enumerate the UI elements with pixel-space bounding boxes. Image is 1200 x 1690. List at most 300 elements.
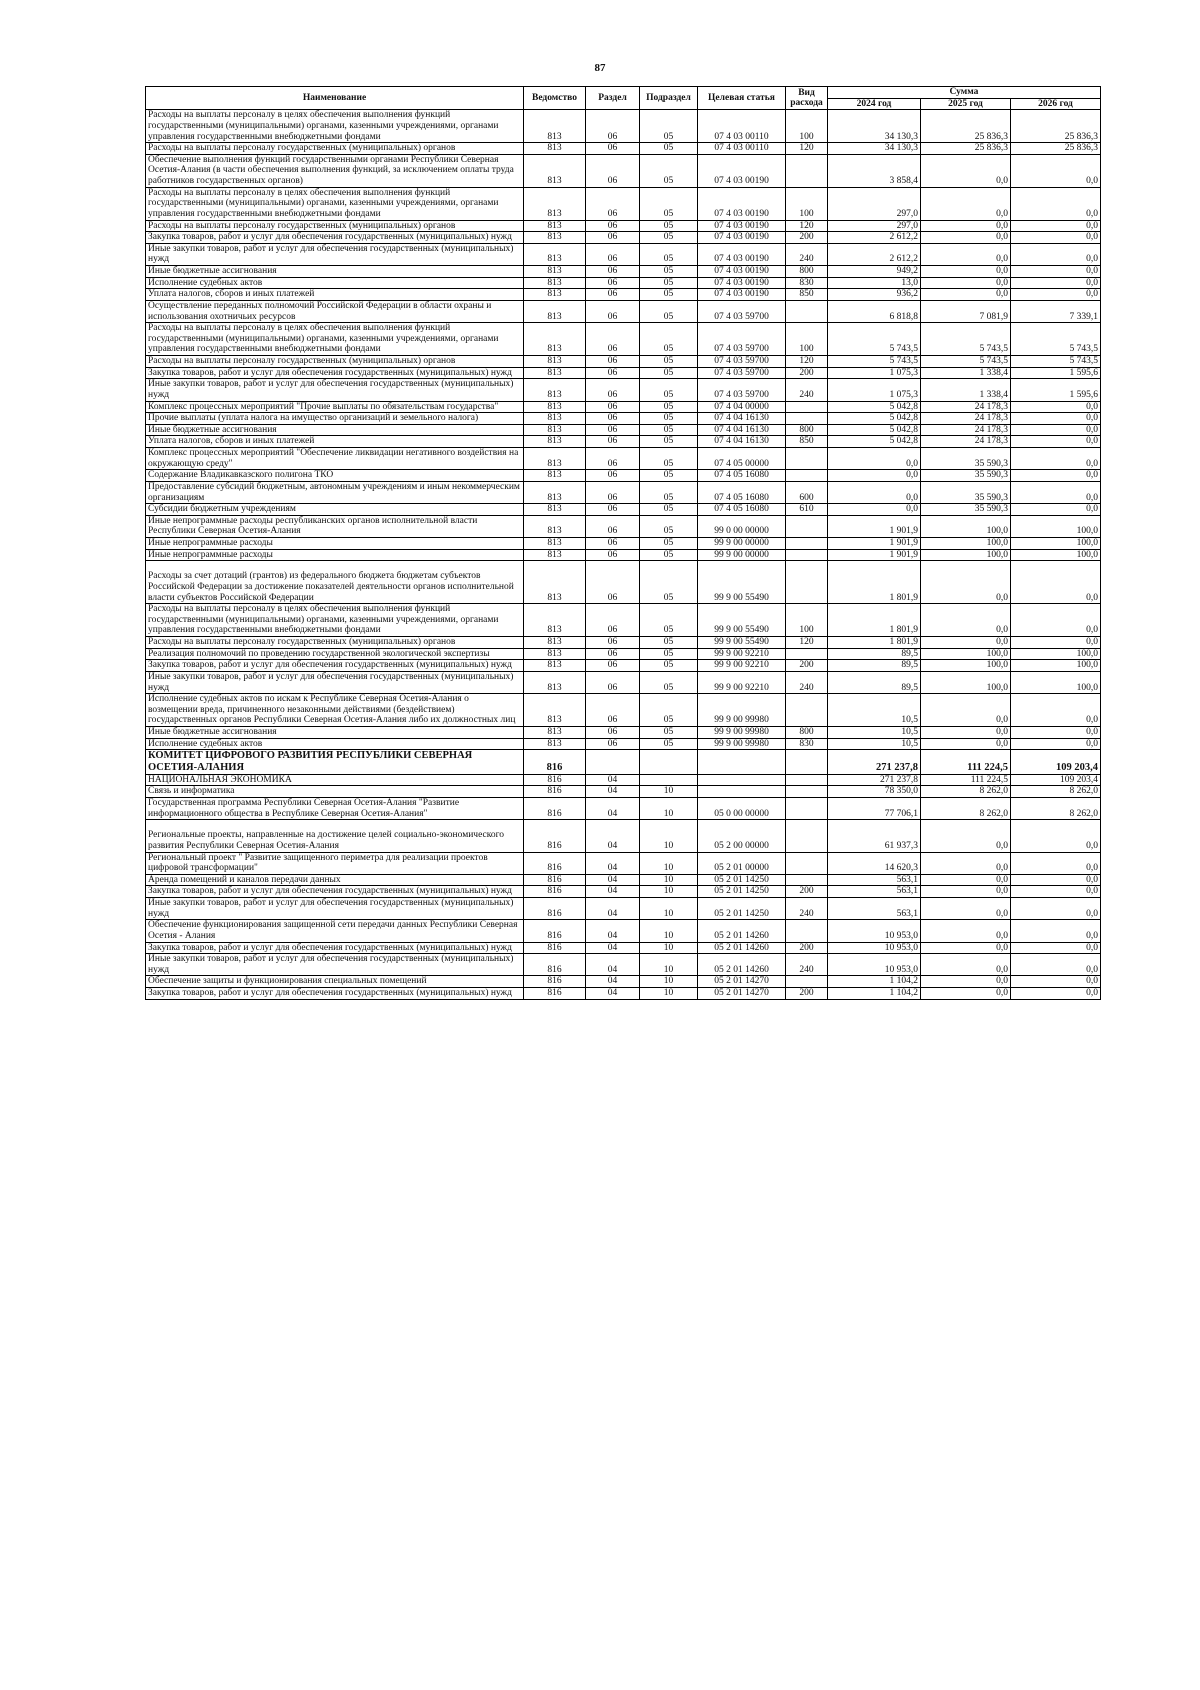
cell-sum-2026: 109 203,4 <box>1011 774 1101 786</box>
cell-target-article: 05 2 01 14270 <box>698 988 786 1000</box>
cell-section: 04 <box>586 786 640 798</box>
cell-sum-2024: 0,0 <box>828 448 921 470</box>
cell-subsection: 05 <box>640 470 698 482</box>
cell-sum-2024: 1 075,3 <box>828 379 921 401</box>
cell-sum-2024: 89,5 <box>828 671 921 693</box>
cell-subsection: 05 <box>640 727 698 739</box>
cell-sum-2025: 0,0 <box>921 277 1011 289</box>
table-row <box>146 220 1101 232</box>
cell-subsection: 05 <box>640 481 698 503</box>
table-row <box>146 470 1101 482</box>
cell-name: Расходы на выплаты персоналу в целях обеспечения выполнения функций государственными (муниципальными) органами, казенными учреждениями, органами управления государственными внебюджетными фондами <box>146 187 524 220</box>
table-row <box>146 820 1101 852</box>
cell-sum-2026: 0,0 <box>1011 874 1101 886</box>
cell-name: Содержание Владикавказского полигона ТКО <box>146 470 524 482</box>
cell-section: 06 <box>586 660 640 672</box>
cell-sum-2026: 0,0 <box>1011 266 1101 278</box>
cell-department: 813 <box>524 110 586 143</box>
cell-subsection: 05 <box>640 300 698 322</box>
table-row <box>146 413 1101 425</box>
table-row <box>146 481 1101 503</box>
cell-sum-2025: 111 224,5 <box>921 774 1011 786</box>
col-header-2024: 2024 год <box>828 98 921 110</box>
cell-expense-type <box>786 920 828 942</box>
cell-department: 813 <box>524 187 586 220</box>
cell-expense-type <box>786 470 828 482</box>
table-row <box>146 798 1101 820</box>
cell-sum-2025: 35 590,3 <box>921 481 1011 503</box>
cell-target-article: 99 9 00 00000 <box>698 538 786 550</box>
cell-subsection <box>640 774 698 786</box>
cell-sum-2026: 100,0 <box>1011 538 1101 550</box>
cell-expense-type <box>786 648 828 660</box>
cell-department: 813 <box>524 243 586 265</box>
cell-department: 816 <box>524 874 586 886</box>
cell-department: 813 <box>524 356 586 368</box>
cell-department: 813 <box>524 154 586 187</box>
cell-expense-type <box>786 538 828 550</box>
cell-section: 06 <box>586 549 640 561</box>
cell-name: Закупка товаров, работ и услуг для обеспечения государственных (муниципальных) нужд <box>146 367 524 379</box>
cell-target-article: 99 9 00 55490 <box>698 604 786 637</box>
cell-name: Исполнение судебных актов <box>146 738 524 750</box>
cell-sum-2024: 14 620,3 <box>828 852 921 874</box>
col-header-2026: 2026 год <box>1011 98 1101 110</box>
cell-expense-type: 240 <box>786 671 828 693</box>
cell-target-article: 07 4 03 00190 <box>698 277 786 289</box>
cell-sum-2024: 0,0 <box>828 481 921 503</box>
cell-subsection: 05 <box>640 549 698 561</box>
cell-sum-2024: 949,2 <box>828 266 921 278</box>
table-row <box>146 920 1101 942</box>
cell-name: Расходы на выплаты персоналу государственных (муниципальных) органов <box>146 356 524 368</box>
cell-sum-2024: 297,0 <box>828 187 921 220</box>
cell-sum-2025: 24 178,3 <box>921 436 1011 448</box>
cell-target-article: 07 4 03 59700 <box>698 300 786 322</box>
cell-sum-2024: 89,5 <box>828 648 921 660</box>
cell-name: Иные непрограммные расходы <box>146 538 524 550</box>
cell-name: Исполнение судебных актов по искам к Республике Северная Осетия-Алания о возмещении вреда, причиненного незаконными действиями (бездействием) государственных органов Республики Северная Осетия-Алания либо их должностных лиц <box>146 694 524 727</box>
cell-subsection: 05 <box>640 401 698 413</box>
table-row <box>146 448 1101 470</box>
cell-department: 816 <box>524 976 586 988</box>
cell-subsection: 05 <box>640 436 698 448</box>
cell-name: Расходы на выплаты персоналу государственных (муниципальных) органов <box>146 637 524 649</box>
cell-subsection: 05 <box>640 232 698 244</box>
cell-sum-2024: 10,5 <box>828 727 921 739</box>
cell-target-article: 07 4 04 16130 <box>698 436 786 448</box>
cell-sum-2025: 0,0 <box>921 154 1011 187</box>
cell-section: 06 <box>586 436 640 448</box>
cell-section: 06 <box>586 481 640 503</box>
cell-expense-type: 240 <box>786 954 828 976</box>
cell-department: 816 <box>524 898 586 920</box>
cell-target-article: 07 4 05 16080 <box>698 470 786 482</box>
cell-subsection: 05 <box>640 604 698 637</box>
cell-sum-2024: 1 801,9 <box>828 561 921 604</box>
cell-sum-2025: 24 178,3 <box>921 401 1011 413</box>
cell-department: 816 <box>524 798 586 820</box>
cell-expense-type: 100 <box>786 604 828 637</box>
cell-sum-2026: 0,0 <box>1011 448 1101 470</box>
cell-expense-type <box>786 786 828 798</box>
cell-sum-2025: 35 590,3 <box>921 504 1011 516</box>
col-header-2025: 2025 год <box>921 98 1011 110</box>
cell-sum-2025: 0,0 <box>921 954 1011 976</box>
cell-sum-2024: 2 612,2 <box>828 243 921 265</box>
cell-target-article: 07 4 05 00000 <box>698 448 786 470</box>
cell-sum-2024: 5 743,5 <box>828 356 921 368</box>
cell-name: Связь и информатика <box>146 786 524 798</box>
cell-expense-type: 600 <box>786 481 828 503</box>
cell-target-article: 07 4 04 00000 <box>698 401 786 413</box>
cell-department: 816 <box>524 820 586 852</box>
table-row <box>146 504 1101 516</box>
cell-sum-2026: 100,0 <box>1011 648 1101 660</box>
cell-target-article: 99 0 00 00000 <box>698 515 786 537</box>
cell-expense-type <box>786 774 828 786</box>
cell-subsection: 10 <box>640 820 698 852</box>
cell-name: Государственная программа Республики Северная Осетия-Алания "Развитие информационного общества в Республике Северная Осетия-Алания" <box>146 798 524 820</box>
cell-expense-type: 200 <box>786 367 828 379</box>
cell-department: 813 <box>524 220 586 232</box>
col-header-department: Ведомство <box>524 87 586 110</box>
cell-subsection: 05 <box>640 154 698 187</box>
cell-sum-2025: 0,0 <box>921 694 1011 727</box>
cell-sum-2024: 5 042,8 <box>828 413 921 425</box>
cell-department: 816 <box>524 774 586 786</box>
cell-subsection <box>640 750 698 775</box>
cell-name: Иные закупки товаров, работ и услуг для обеспечения государственных (муниципальных) нужд <box>146 954 524 976</box>
table-row <box>146 660 1101 672</box>
cell-target-article: 99 9 00 92210 <box>698 671 786 693</box>
cell-sum-2024: 78 350,0 <box>828 786 921 798</box>
cell-section: 06 <box>586 187 640 220</box>
cell-target-article: 07 4 03 00110 <box>698 143 786 155</box>
cell-name: Обеспечение защиты и функционирования специальных помещений <box>146 976 524 988</box>
table-row <box>146 232 1101 244</box>
cell-department: 813 <box>524 549 586 561</box>
cell-target-article: 07 4 03 59700 <box>698 323 786 356</box>
table-row <box>146 379 1101 401</box>
cell-department: 813 <box>524 660 586 672</box>
table-row <box>146 637 1101 649</box>
cell-sum-2026: 0,0 <box>1011 942 1101 954</box>
col-header-name: Наименование <box>146 87 524 110</box>
cell-subsection: 05 <box>640 379 698 401</box>
cell-department: 813 <box>524 481 586 503</box>
cell-target-article <box>698 750 786 775</box>
cell-name: Субсидии бюджетным учреждениям <box>146 504 524 516</box>
table-row <box>146 110 1101 143</box>
cell-subsection: 05 <box>640 110 698 143</box>
cell-section: 06 <box>586 300 640 322</box>
cell-name: НАЦИОНАЛЬНАЯ ЭКОНОМИКА <box>146 774 524 786</box>
cell-subsection: 05 <box>640 448 698 470</box>
cell-subsection: 05 <box>640 277 698 289</box>
table-row <box>146 976 1101 988</box>
cell-name: Исполнение судебных актов <box>146 277 524 289</box>
cell-sum-2024: 5 042,8 <box>828 436 921 448</box>
cell-section: 06 <box>586 515 640 537</box>
cell-target-article: 07 4 03 00190 <box>698 187 786 220</box>
cell-target-article: 07 4 03 00190 <box>698 220 786 232</box>
table-row <box>146 243 1101 265</box>
cell-expense-type: 100 <box>786 187 828 220</box>
cell-expense-type: 830 <box>786 277 828 289</box>
cell-sum-2024: 563,1 <box>828 898 921 920</box>
cell-section: 04 <box>586 898 640 920</box>
cell-sum-2026: 0,0 <box>1011 481 1101 503</box>
cell-sum-2025: 0,0 <box>921 988 1011 1000</box>
cell-section: 04 <box>586 874 640 886</box>
cell-department: 813 <box>524 413 586 425</box>
cell-expense-type <box>786 413 828 425</box>
cell-sum-2026: 5 743,5 <box>1011 356 1101 368</box>
cell-section: 04 <box>586 820 640 852</box>
cell-sum-2024: 0,0 <box>828 504 921 516</box>
cell-section: 06 <box>586 648 640 660</box>
table-row <box>146 988 1101 1000</box>
cell-sum-2026: 0,0 <box>1011 886 1101 898</box>
cell-sum-2025: 0,0 <box>921 820 1011 852</box>
cell-target-article: 07 4 03 00190 <box>698 232 786 244</box>
cell-sum-2026: 0,0 <box>1011 738 1101 750</box>
cell-section: 06 <box>586 727 640 739</box>
cell-subsection: 05 <box>640 367 698 379</box>
cell-department: 816 <box>524 852 586 874</box>
cell-section: 06 <box>586 424 640 436</box>
cell-sum-2026: 109 203,4 <box>1011 750 1101 775</box>
cell-target-article: 99 9 00 55490 <box>698 637 786 649</box>
cell-section: 06 <box>586 448 640 470</box>
cell-name: Осуществление переданных полномочий Российской Федерации в области охраны и использования охотничьих ресурсов <box>146 300 524 322</box>
cell-sum-2025: 100,0 <box>921 671 1011 693</box>
cell-sum-2026: 0,0 <box>1011 727 1101 739</box>
cell-section: 06 <box>586 367 640 379</box>
cell-section: 04 <box>586 942 640 954</box>
cell-sum-2025: 0,0 <box>921 220 1011 232</box>
cell-sum-2025: 0,0 <box>921 243 1011 265</box>
cell-sum-2026: 0,0 <box>1011 232 1101 244</box>
cell-section: 06 <box>586 289 640 301</box>
cell-department: 816 <box>524 988 586 1000</box>
cell-expense-type: 200 <box>786 942 828 954</box>
cell-name: Региональные проекты, направленные на достижение целей социально-экономического развития Республики Северная Осетия-Алания <box>146 820 524 852</box>
cell-sum-2026: 0,0 <box>1011 243 1101 265</box>
cell-subsection: 10 <box>640 976 698 988</box>
cell-section: 06 <box>586 604 640 637</box>
cell-sum-2024: 89,5 <box>828 660 921 672</box>
cell-sum-2025: 0,0 <box>921 266 1011 278</box>
cell-name: Закупка товаров, работ и услуг для обеспечения государственных (муниципальных) нужд <box>146 942 524 954</box>
cell-name: Расходы на выплаты персоналу государственных (муниципальных) органов <box>146 143 524 155</box>
cell-name: Закупка товаров, работ и услуг для обеспечения государственных (муниципальных) нужд <box>146 886 524 898</box>
cell-subsection: 10 <box>640 988 698 1000</box>
cell-subsection: 05 <box>640 243 698 265</box>
cell-section: 06 <box>586 470 640 482</box>
table-row <box>146 143 1101 155</box>
cell-name: Иные бюджетные ассигнования <box>146 727 524 739</box>
cell-sum-2024: 5 042,8 <box>828 424 921 436</box>
table-body <box>146 110 1101 999</box>
cell-section: 06 <box>586 110 640 143</box>
cell-sum-2024: 1 901,9 <box>828 538 921 550</box>
cell-department: 813 <box>524 515 586 537</box>
cell-sum-2025: 35 590,3 <box>921 448 1011 470</box>
table-row <box>146 538 1101 550</box>
cell-section: 04 <box>586 976 640 988</box>
col-header-target-article: Целевая статья <box>698 87 786 110</box>
cell-expense-type: 800 <box>786 727 828 739</box>
cell-subsection: 10 <box>640 920 698 942</box>
cell-target-article: 99 9 00 99980 <box>698 694 786 727</box>
cell-sum-2024: 1 801,9 <box>828 604 921 637</box>
cell-expense-type: 240 <box>786 898 828 920</box>
cell-subsection: 10 <box>640 786 698 798</box>
cell-sum-2024: 34 130,3 <box>828 110 921 143</box>
cell-target-article: 07 4 03 00190 <box>698 243 786 265</box>
cell-sum-2024: 10,5 <box>828 694 921 727</box>
cell-target-article <box>698 786 786 798</box>
table-row <box>146 750 1101 775</box>
cell-sum-2024: 563,1 <box>828 874 921 886</box>
cell-subsection: 05 <box>640 413 698 425</box>
cell-sum-2026: 8 262,0 <box>1011 786 1101 798</box>
cell-expense-type: 240 <box>786 243 828 265</box>
cell-section <box>586 750 640 775</box>
cell-name: Уплата налогов, сборов и иных платежей <box>146 289 524 301</box>
table-row <box>146 774 1101 786</box>
col-header-sum: Сумма <box>828 87 1101 99</box>
cell-section: 06 <box>586 637 640 649</box>
cell-subsection: 05 <box>640 220 698 232</box>
cell-sum-2024: 297,0 <box>828 220 921 232</box>
cell-name: Расходы за счет дотаций (грантов) из федерального бюджета бюджетам субъектов Российской Федерации за достижение показателей деятельности органов исполнительной власти субъектов Российской Федерации <box>146 561 524 604</box>
cell-target-article: 99 9 00 92210 <box>698 660 786 672</box>
cell-sum-2026: 0,0 <box>1011 561 1101 604</box>
cell-target-article: 05 2 01 14250 <box>698 886 786 898</box>
table-row <box>146 942 1101 954</box>
cell-name: Комплекс процессных мероприятий "Прочие выплаты по обязательствам государства" <box>146 401 524 413</box>
cell-name: Региональный проект " Развитие защищенного периметра для реализации проектов цифровой трансформации" <box>146 852 524 874</box>
cell-expense-type <box>786 874 828 886</box>
cell-target-article: 99 9 00 99980 <box>698 738 786 750</box>
cell-name: Иные закупки товаров, работ и услуг для обеспечения государственных (муниципальных) нужд <box>146 898 524 920</box>
cell-expense-type: 200 <box>786 660 828 672</box>
cell-target-article: 05 2 01 14260 <box>698 920 786 942</box>
cell-target-article: 05 2 01 14270 <box>698 976 786 988</box>
cell-name: Реализация полномочий по проведению государственной экологической экспертизы <box>146 648 524 660</box>
cell-section: 06 <box>586 323 640 356</box>
cell-sum-2025: 8 262,0 <box>921 798 1011 820</box>
cell-subsection: 05 <box>640 694 698 727</box>
cell-expense-type: 850 <box>786 289 828 301</box>
cell-section: 06 <box>586 356 640 368</box>
table-row <box>146 300 1101 322</box>
cell-department: 813 <box>524 436 586 448</box>
cell-department: 816 <box>524 786 586 798</box>
cell-department: 816 <box>524 750 586 775</box>
cell-sum-2026: 0,0 <box>1011 988 1101 1000</box>
cell-expense-type: 200 <box>786 886 828 898</box>
cell-subsection: 05 <box>640 356 698 368</box>
cell-expense-type: 120 <box>786 356 828 368</box>
cell-section: 04 <box>586 954 640 976</box>
cell-target-article: 99 9 00 55490 <box>698 561 786 604</box>
cell-department: 813 <box>524 504 586 516</box>
cell-name: Иные закупки товаров, работ и услуг для обеспечения государственных (муниципальных) нужд <box>146 671 524 693</box>
cell-target-article: 07 4 03 59700 <box>698 356 786 368</box>
cell-subsection: 10 <box>640 942 698 954</box>
cell-subsection: 05 <box>640 424 698 436</box>
table-row <box>146 738 1101 750</box>
cell-sum-2025: 100,0 <box>921 538 1011 550</box>
cell-sum-2025: 25 836,3 <box>921 143 1011 155</box>
cell-subsection: 10 <box>640 954 698 976</box>
cell-sum-2025: 24 178,3 <box>921 424 1011 436</box>
cell-name: Аренда помещений и каналов передачи данных <box>146 874 524 886</box>
cell-sum-2026: 100,0 <box>1011 549 1101 561</box>
cell-subsection: 10 <box>640 874 698 886</box>
cell-target-article: 05 2 00 00000 <box>698 820 786 852</box>
cell-department: 813 <box>524 448 586 470</box>
cell-expense-type: 120 <box>786 143 828 155</box>
cell-subsection: 05 <box>640 671 698 693</box>
cell-expense-type: 120 <box>786 220 828 232</box>
cell-expense-type <box>786 852 828 874</box>
cell-expense-type <box>786 976 828 988</box>
cell-expense-type <box>786 448 828 470</box>
cell-sum-2026: 0,0 <box>1011 820 1101 852</box>
cell-expense-type <box>786 694 828 727</box>
cell-subsection: 05 <box>640 323 698 356</box>
table-row <box>146 277 1101 289</box>
cell-subsection: 05 <box>640 143 698 155</box>
cell-target-article: 05 2 01 14260 <box>698 954 786 976</box>
cell-sum-2024: 77 706,1 <box>828 798 921 820</box>
table-row <box>146 436 1101 448</box>
cell-sum-2024: 10,5 <box>828 738 921 750</box>
cell-name: Иные бюджетные ассигнования <box>146 266 524 278</box>
cell-sum-2026: 0,0 <box>1011 401 1101 413</box>
cell-expense-type <box>786 300 828 322</box>
table-row <box>146 561 1101 604</box>
cell-sum-2026: 0,0 <box>1011 898 1101 920</box>
cell-section: 06 <box>586 671 640 693</box>
cell-sum-2026: 0,0 <box>1011 277 1101 289</box>
cell-sum-2026: 0,0 <box>1011 852 1101 874</box>
cell-sum-2026: 0,0 <box>1011 424 1101 436</box>
table-row <box>146 154 1101 187</box>
cell-section: 06 <box>586 154 640 187</box>
header-row <box>146 87 1101 99</box>
cell-sum-2024: 1 901,9 <box>828 549 921 561</box>
cell-sum-2026: 0,0 <box>1011 220 1101 232</box>
cell-department: 813 <box>524 538 586 550</box>
cell-sum-2025: 24 178,3 <box>921 413 1011 425</box>
cell-sum-2024: 1 104,2 <box>828 988 921 1000</box>
cell-expense-type <box>786 154 828 187</box>
cell-sum-2025: 100,0 <box>921 660 1011 672</box>
cell-sum-2025: 0,0 <box>921 187 1011 220</box>
cell-subsection: 05 <box>640 648 698 660</box>
table-row <box>146 671 1101 693</box>
cell-target-article: 07 4 03 00190 <box>698 289 786 301</box>
cell-expense-type <box>786 515 828 537</box>
cell-subsection: 10 <box>640 852 698 874</box>
cell-sum-2026: 0,0 <box>1011 154 1101 187</box>
